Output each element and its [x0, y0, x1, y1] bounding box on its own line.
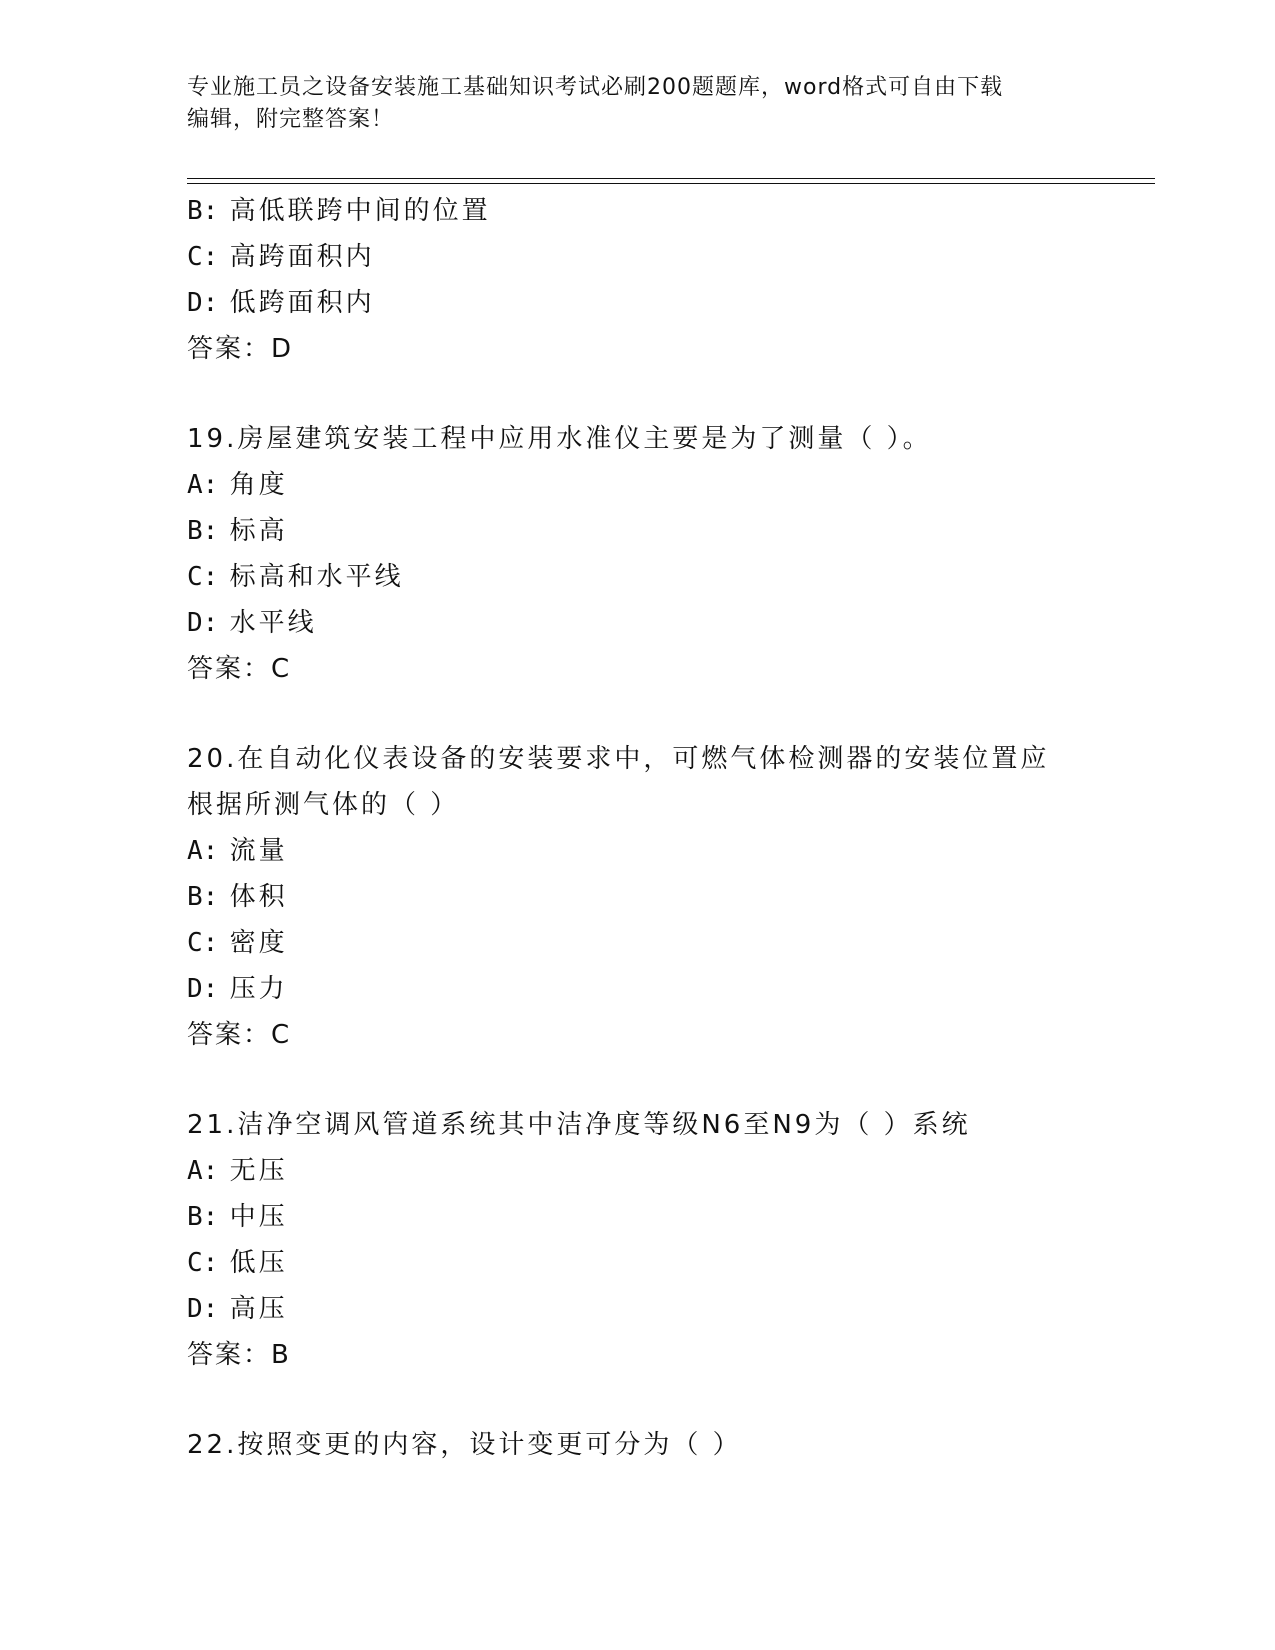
header-title-line-2: 编辑，附完整答案！ — [187, 107, 395, 132]
option-b — [187, 508, 1087, 554]
document-header — [187, 72, 1087, 136]
option-letter: A: — [187, 1156, 219, 1186]
question-stem: 21.洁净空调风管道系统其中洁净度等级N6至N9为（ ）系统 — [187, 1110, 971, 1140]
option-letter: B: — [187, 1202, 219, 1232]
option-text: 中压 — [229, 1202, 288, 1232]
option-letter: B: — [187, 516, 219, 546]
option-b — [187, 874, 1087, 920]
option-letter: D: — [187, 288, 219, 318]
option-letter: C: — [187, 242, 219, 272]
option-letter: C: — [187, 562, 219, 592]
option-text: 标高和水平线 — [229, 562, 404, 592]
question-stem: 19.房屋建筑安装工程中应用水准仪主要是为了测量（ ）。 — [187, 424, 932, 454]
option-letter: C: — [187, 928, 219, 958]
option-text: 标高 — [229, 516, 288, 546]
option-text: 低跨面积内 — [229, 288, 375, 318]
question-19 — [187, 416, 1087, 692]
question-21 — [187, 1102, 1087, 1378]
option-text: 低压 — [229, 1248, 288, 1278]
option-text: 体积 — [229, 882, 288, 912]
option-text: 密度 — [229, 928, 288, 958]
option-letter: A: — [187, 470, 219, 500]
option-letter: C: — [187, 1248, 219, 1278]
option-b — [187, 188, 1087, 234]
question-20 — [187, 736, 1087, 1058]
question-stem: 22.按照变更的内容，设计变更可分为（ ） — [187, 1430, 742, 1460]
option-c — [187, 1240, 1087, 1286]
question-stem: 20.在自动化仪表设备的安装要求中，可燃气体检测器的安装位置应根据所测气体的（ ） — [187, 744, 1050, 820]
answer-line: 答案：B — [187, 1340, 291, 1370]
option-letter: D: — [187, 1294, 219, 1324]
header-divider-bottom — [187, 183, 1155, 184]
question-22 — [187, 1422, 1087, 1468]
question-list — [187, 188, 1087, 1468]
option-a — [187, 828, 1087, 874]
option-text: 角度 — [229, 470, 288, 500]
option-text: 压力 — [229, 974, 288, 1004]
option-text: 无压 — [229, 1156, 288, 1186]
option-letter: A: — [187, 836, 219, 866]
option-text: 高压 — [229, 1294, 288, 1324]
option-text: 水平线 — [229, 608, 317, 638]
answer-line: 答案：C — [187, 654, 292, 684]
option-a — [187, 462, 1087, 508]
option-c — [187, 920, 1087, 966]
question-18-continued — [187, 188, 1087, 372]
option-text: 高跨面积内 — [229, 242, 375, 272]
header-title-line-1: 专业施工员之设备安装施工基础知识考试必刷200题题库，word格式可自由下载 — [187, 75, 1004, 100]
answer-line: 答案：C — [187, 1020, 292, 1050]
option-c — [187, 554, 1087, 600]
option-d — [187, 966, 1087, 1012]
option-letter: D: — [187, 974, 219, 1004]
option-text: 高低联跨中间的位置 — [229, 196, 491, 226]
option-letter: B: — [187, 196, 219, 226]
option-d — [187, 280, 1087, 326]
option-letter: B: — [187, 882, 219, 912]
option-letter: D: — [187, 608, 219, 638]
answer-line: 答案：D — [187, 334, 294, 364]
option-text: 流量 — [229, 836, 288, 866]
option-d — [187, 600, 1087, 646]
option-a — [187, 1148, 1087, 1194]
header-divider-top — [187, 178, 1155, 179]
option-b — [187, 1194, 1087, 1240]
option-d — [187, 1286, 1087, 1332]
option-c — [187, 234, 1087, 280]
